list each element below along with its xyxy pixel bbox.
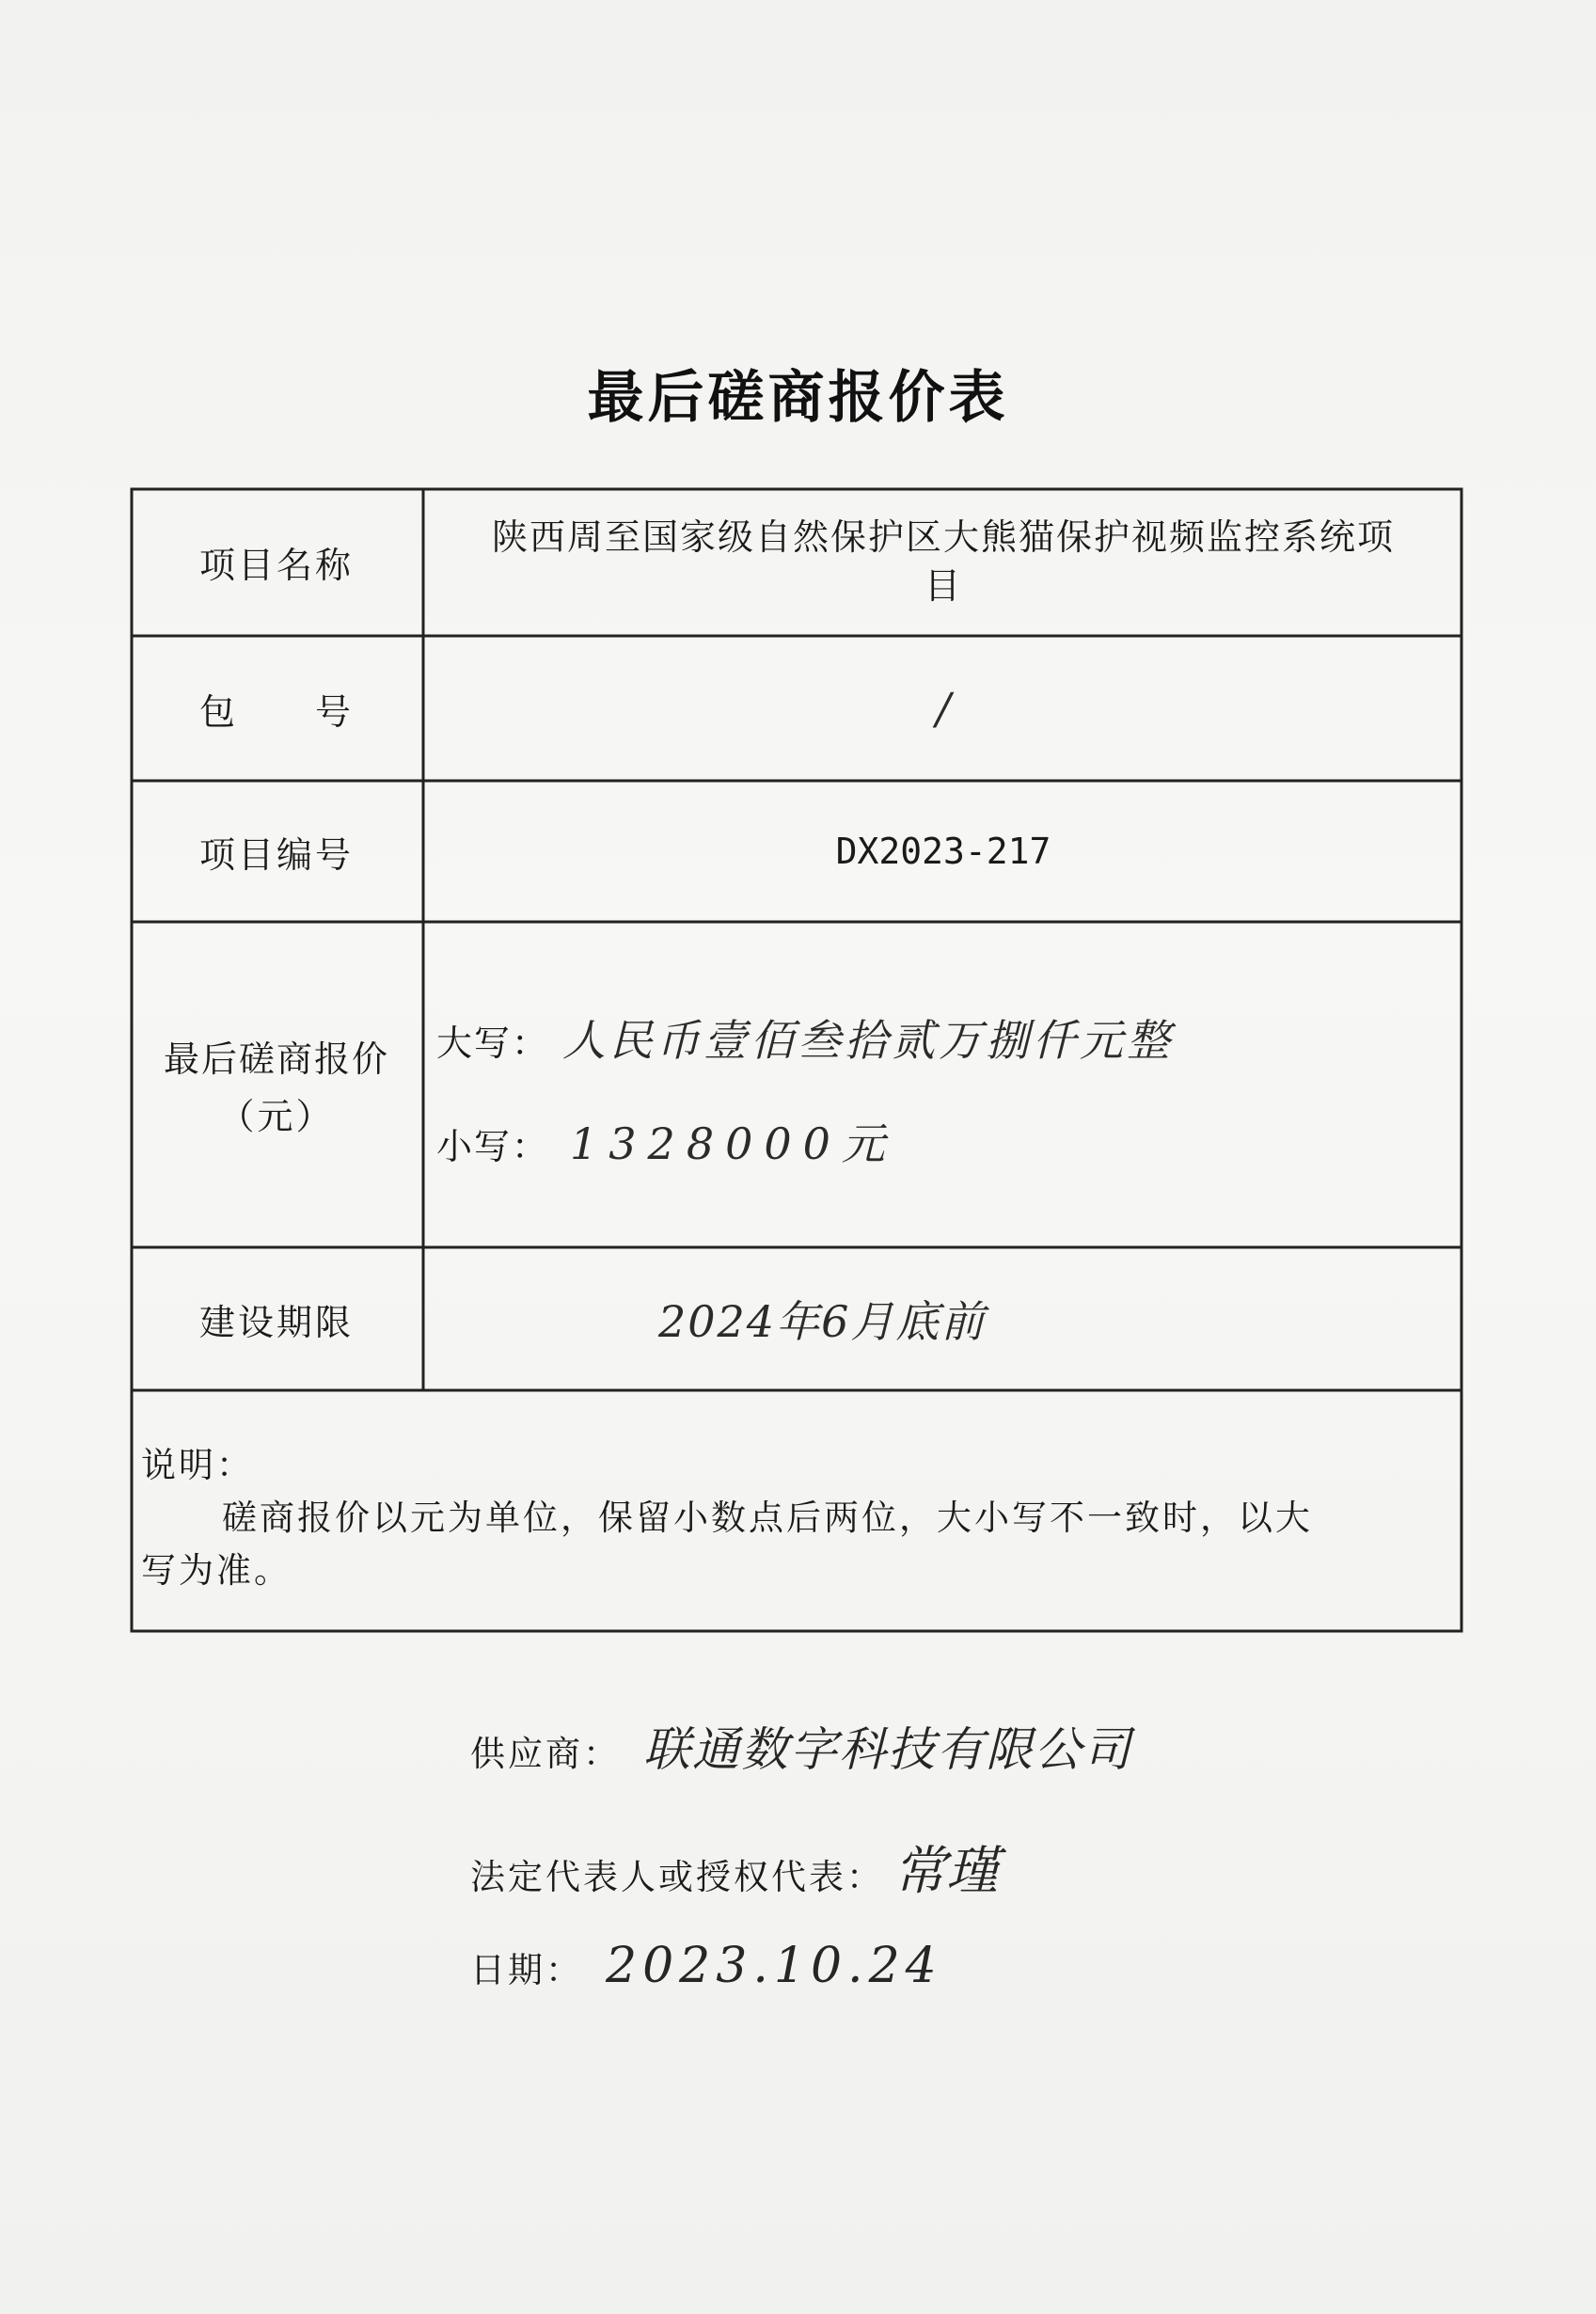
project-no-label-cell [130,781,423,922]
numeric-amount-prefix: 小写： [436,1126,550,1167]
project-no-value-cell [423,781,1463,922]
supplier-row [470,1712,1132,1780]
project-no-label: 项目编号 [198,833,354,876]
date-row [470,1938,942,1994]
final-price-label-line2: （元） [218,1096,335,1137]
capital-amount-line [436,1006,1174,1069]
project-name-value-line1: 陕西周至国家级自然保护区大熊猫保护视频监控系统项 [491,516,1395,558]
capital-amount-value: 人民币壹佰叁拾贰万捌仟元整 [562,1015,1175,1066]
numeric-amount-value: 1328000元 [570,1118,896,1169]
package-no-value-cell [423,636,1463,781]
date-value: 2023.10.24 [606,1938,942,1994]
supplier-value: 联通数字科技有限公司 [643,1722,1132,1777]
construction-period-value-cell [423,1247,1463,1390]
project-name-value-line2: 目 [924,565,962,607]
final-price-value-cell [436,922,1452,1247]
note-heading: 说明： [141,1445,254,1485]
project-name-label: 项目名称 [198,544,354,586]
note-section [141,1439,1448,1597]
representative-label: 法定代表人或授权代表： [470,1857,884,1897]
project-no-value: DX2023-217 [835,831,1051,872]
representative-signature: 常瑾 [893,1841,999,1902]
package-no-label: 包 号 [198,690,354,733]
final-price-label-line1: 最后磋商报价 [163,1038,389,1080]
project-name-label-cell [130,487,423,636]
construction-period-label: 建设期限 [198,1301,354,1343]
note-line1: 磋商报价以元为单位，保留小数点后两位，大小写不一致时，以大 [222,1498,1313,1538]
supplier-label: 供应商： [470,1734,621,1774]
package-no-label-cell [130,636,423,781]
document-title: 最后磋商报价表 [587,365,1009,431]
final-price-label-cell [130,922,423,1247]
representative-row [470,1830,999,1905]
note-line2: 写为准。 [141,1550,292,1591]
capital-amount-prefix: 大写： [436,1022,550,1064]
package-no-value: / [936,683,951,734]
numeric-amount-line [436,1110,896,1172]
construction-period-value: 2024年6月底前 [658,1296,987,1347]
date-label: 日期： [470,1950,583,1990]
project-name-value-cell [423,487,1463,636]
construction-period-label-cell [130,1247,423,1390]
